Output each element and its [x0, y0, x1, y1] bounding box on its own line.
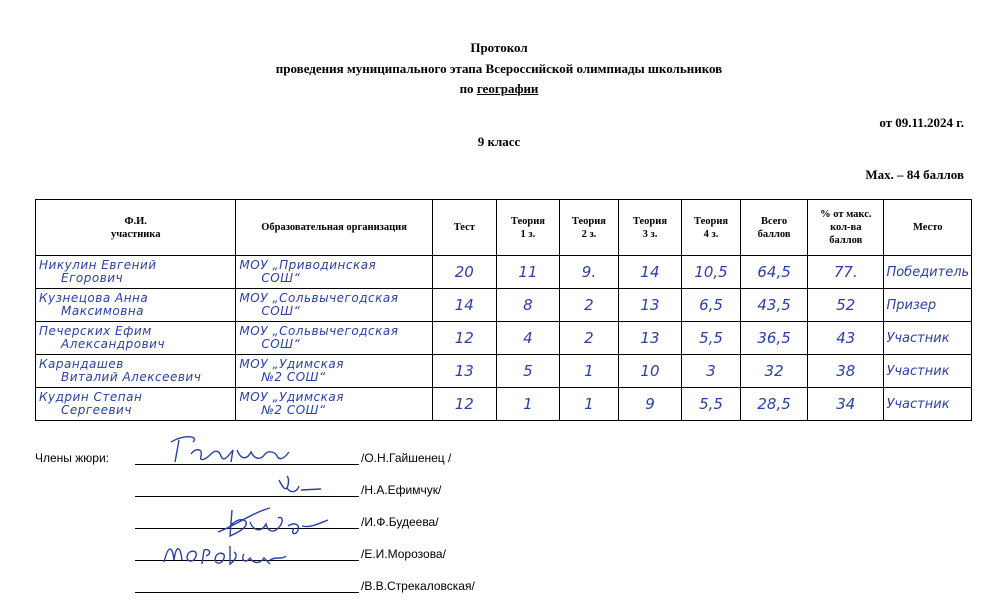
score-test: 20	[432, 256, 496, 289]
column-header-line: Теория	[693, 215, 729, 227]
score-test: 12	[432, 322, 496, 355]
jury-label: Члены жюри:	[35, 451, 109, 465]
signature-4	[160, 536, 290, 572]
column-header	[808, 200, 884, 256]
score-test: 13	[432, 355, 496, 388]
score-t2: 1	[559, 355, 618, 388]
score-t1: 1	[496, 388, 559, 421]
place-cell: Участник	[884, 355, 972, 388]
score-t3: 9	[618, 388, 681, 421]
column-header	[559, 200, 618, 256]
score-t4: 6,5	[682, 289, 741, 322]
school-name	[236, 289, 432, 322]
jury-member-name: /Е.И.Морозова/	[361, 547, 446, 561]
school-name-line-2: СОШ“	[261, 304, 301, 318]
table-row	[36, 322, 972, 355]
score-test: 12	[432, 388, 496, 421]
score-t4: 3	[682, 355, 741, 388]
score-t3: 10	[618, 355, 681, 388]
column-header-line: участника	[110, 228, 161, 240]
table-row	[36, 256, 972, 289]
place-cell: Победитель	[884, 256, 972, 289]
school-name-line-1: МОУ „Сольвычегодская	[239, 291, 399, 305]
column-header	[236, 200, 432, 256]
place-cell: Участник	[884, 388, 972, 421]
score-t4: 5,5	[682, 388, 741, 421]
column-header-line: Ф.И.	[124, 215, 147, 227]
participant-name	[36, 322, 236, 355]
score-percent: 43	[808, 322, 884, 355]
column-header	[884, 200, 972, 256]
school-name-line-2: №2 СОШ“	[261, 370, 326, 384]
protocol-subtitle: проведения муниципального этапа Всероссийской олимпиады школьников	[275, 61, 723, 76]
school-name-line-1: МОУ „Удимская	[239, 357, 344, 371]
column-header-line: Теория	[632, 215, 668, 227]
column-header-line: кол-ва	[830, 222, 862, 233]
score-percent: 38	[808, 355, 884, 388]
participant-name-line-1: Печерских Ефим	[39, 324, 152, 338]
column-header-line: % от макс.	[820, 209, 872, 220]
participant-name-line-2: Сергеевич	[61, 403, 132, 417]
protocol-title: Протокол	[470, 40, 528, 55]
score-t4: 10,5	[682, 256, 741, 289]
table-row	[36, 388, 972, 421]
participant-name-line-2: Виталий Алексеевич	[61, 370, 202, 384]
score-t2: 2	[559, 322, 618, 355]
participant-name	[36, 256, 236, 289]
score-t4: 5,5	[682, 322, 741, 355]
place-cell: Участник	[884, 322, 972, 355]
grade-label: 9 класс	[477, 134, 521, 149]
max-score: Max. – 84 баллов	[865, 167, 964, 182]
score-t3: 13	[618, 289, 681, 322]
table-row	[36, 355, 972, 388]
column-header-line: баллов	[757, 228, 791, 240]
score-t3: 13	[618, 322, 681, 355]
school-name-line-2: СОШ“	[261, 271, 301, 285]
results-table	[35, 199, 972, 421]
score-t2: 2	[559, 289, 618, 322]
score-test: 14	[432, 289, 496, 322]
column-header-line: 2 з.	[581, 228, 597, 240]
jury-member-name: /И.Ф.Будеева/	[361, 515, 439, 529]
school-name	[236, 355, 432, 388]
place-cell: Призер	[884, 289, 972, 322]
column-header-line: Теория	[510, 215, 545, 227]
subject-name: географии	[476, 81, 539, 96]
score-t1: 8	[496, 289, 559, 322]
subject-prefix: по	[459, 81, 474, 96]
participant-name-line-2: Александрович	[61, 337, 166, 351]
protocol-date: от 09.11.2024 г.	[879, 115, 964, 130]
column-header-line: баллов	[829, 235, 863, 246]
score-total: 43,5	[741, 289, 808, 322]
signature-1	[165, 432, 295, 468]
score-total: 64,5	[741, 256, 808, 289]
participant-name-line-1: Карандашев	[39, 357, 124, 371]
signature-2	[275, 472, 325, 500]
signature-line	[135, 592, 359, 593]
school-name-line-1: МОУ „Сольвычегодская	[239, 324, 399, 338]
column-header	[741, 200, 808, 256]
column-header	[496, 200, 559, 256]
jury-member-name: /О.Н.Гайшенец /	[361, 451, 452, 465]
column-header-line: Образовательная организация	[261, 222, 407, 233]
table-header-row	[36, 200, 972, 256]
signature-line	[135, 496, 359, 497]
protocol-subject	[0, 81, 998, 97]
column-header	[618, 200, 681, 256]
school-name	[236, 388, 432, 421]
jury-member-name: /Н.А.Ефимчук/	[361, 483, 442, 497]
score-total: 28,5	[741, 388, 808, 421]
participant-name	[36, 388, 236, 421]
column-header-line: 4 з.	[703, 228, 719, 240]
table-row	[36, 289, 972, 322]
participant-name	[36, 355, 236, 388]
jury-member-name: /В.В.Стрекаловская/	[361, 579, 475, 593]
score-total: 32	[741, 355, 808, 388]
participant-name-line-1: Кудрин Степан	[39, 390, 143, 404]
score-t2: 9.	[559, 256, 618, 289]
column-header-line: Всего	[760, 215, 788, 227]
participant-name-line-2: Егорович	[61, 271, 124, 285]
score-percent: 52	[808, 289, 884, 322]
score-total: 36,5	[741, 322, 808, 355]
column-header-line: Место	[912, 222, 943, 233]
participant-name-line-2: Максимовна	[61, 304, 145, 318]
participant-name-line-1: Кузнецова Анна	[39, 291, 149, 305]
column-header	[36, 200, 236, 256]
school-name-line-1: МОУ „Удимская	[239, 390, 344, 404]
school-name	[236, 322, 432, 355]
column-header-line: Тест	[453, 222, 475, 233]
score-percent: 77.	[808, 256, 884, 289]
school-name-line-2: №2 СОШ“	[261, 403, 326, 417]
column-header-line: 1 з.	[520, 228, 536, 240]
participant-name-line-1: Никулин Евгений	[39, 258, 157, 272]
column-header-line: 3 з.	[642, 228, 658, 240]
score-percent: 34	[808, 388, 884, 421]
column-header-line: Теория	[571, 215, 606, 227]
score-t3: 14	[618, 256, 681, 289]
score-t2: 1	[559, 388, 618, 421]
school-name-line-2: СОШ“	[261, 337, 301, 351]
participant-name	[36, 289, 236, 322]
school-name	[236, 256, 432, 289]
column-header	[432, 200, 496, 256]
score-t1: 11	[496, 256, 559, 289]
score-t1: 5	[496, 355, 559, 388]
school-name-line-1: МОУ „Приводинская	[239, 258, 377, 272]
column-header	[682, 200, 741, 256]
score-t1: 4	[496, 322, 559, 355]
